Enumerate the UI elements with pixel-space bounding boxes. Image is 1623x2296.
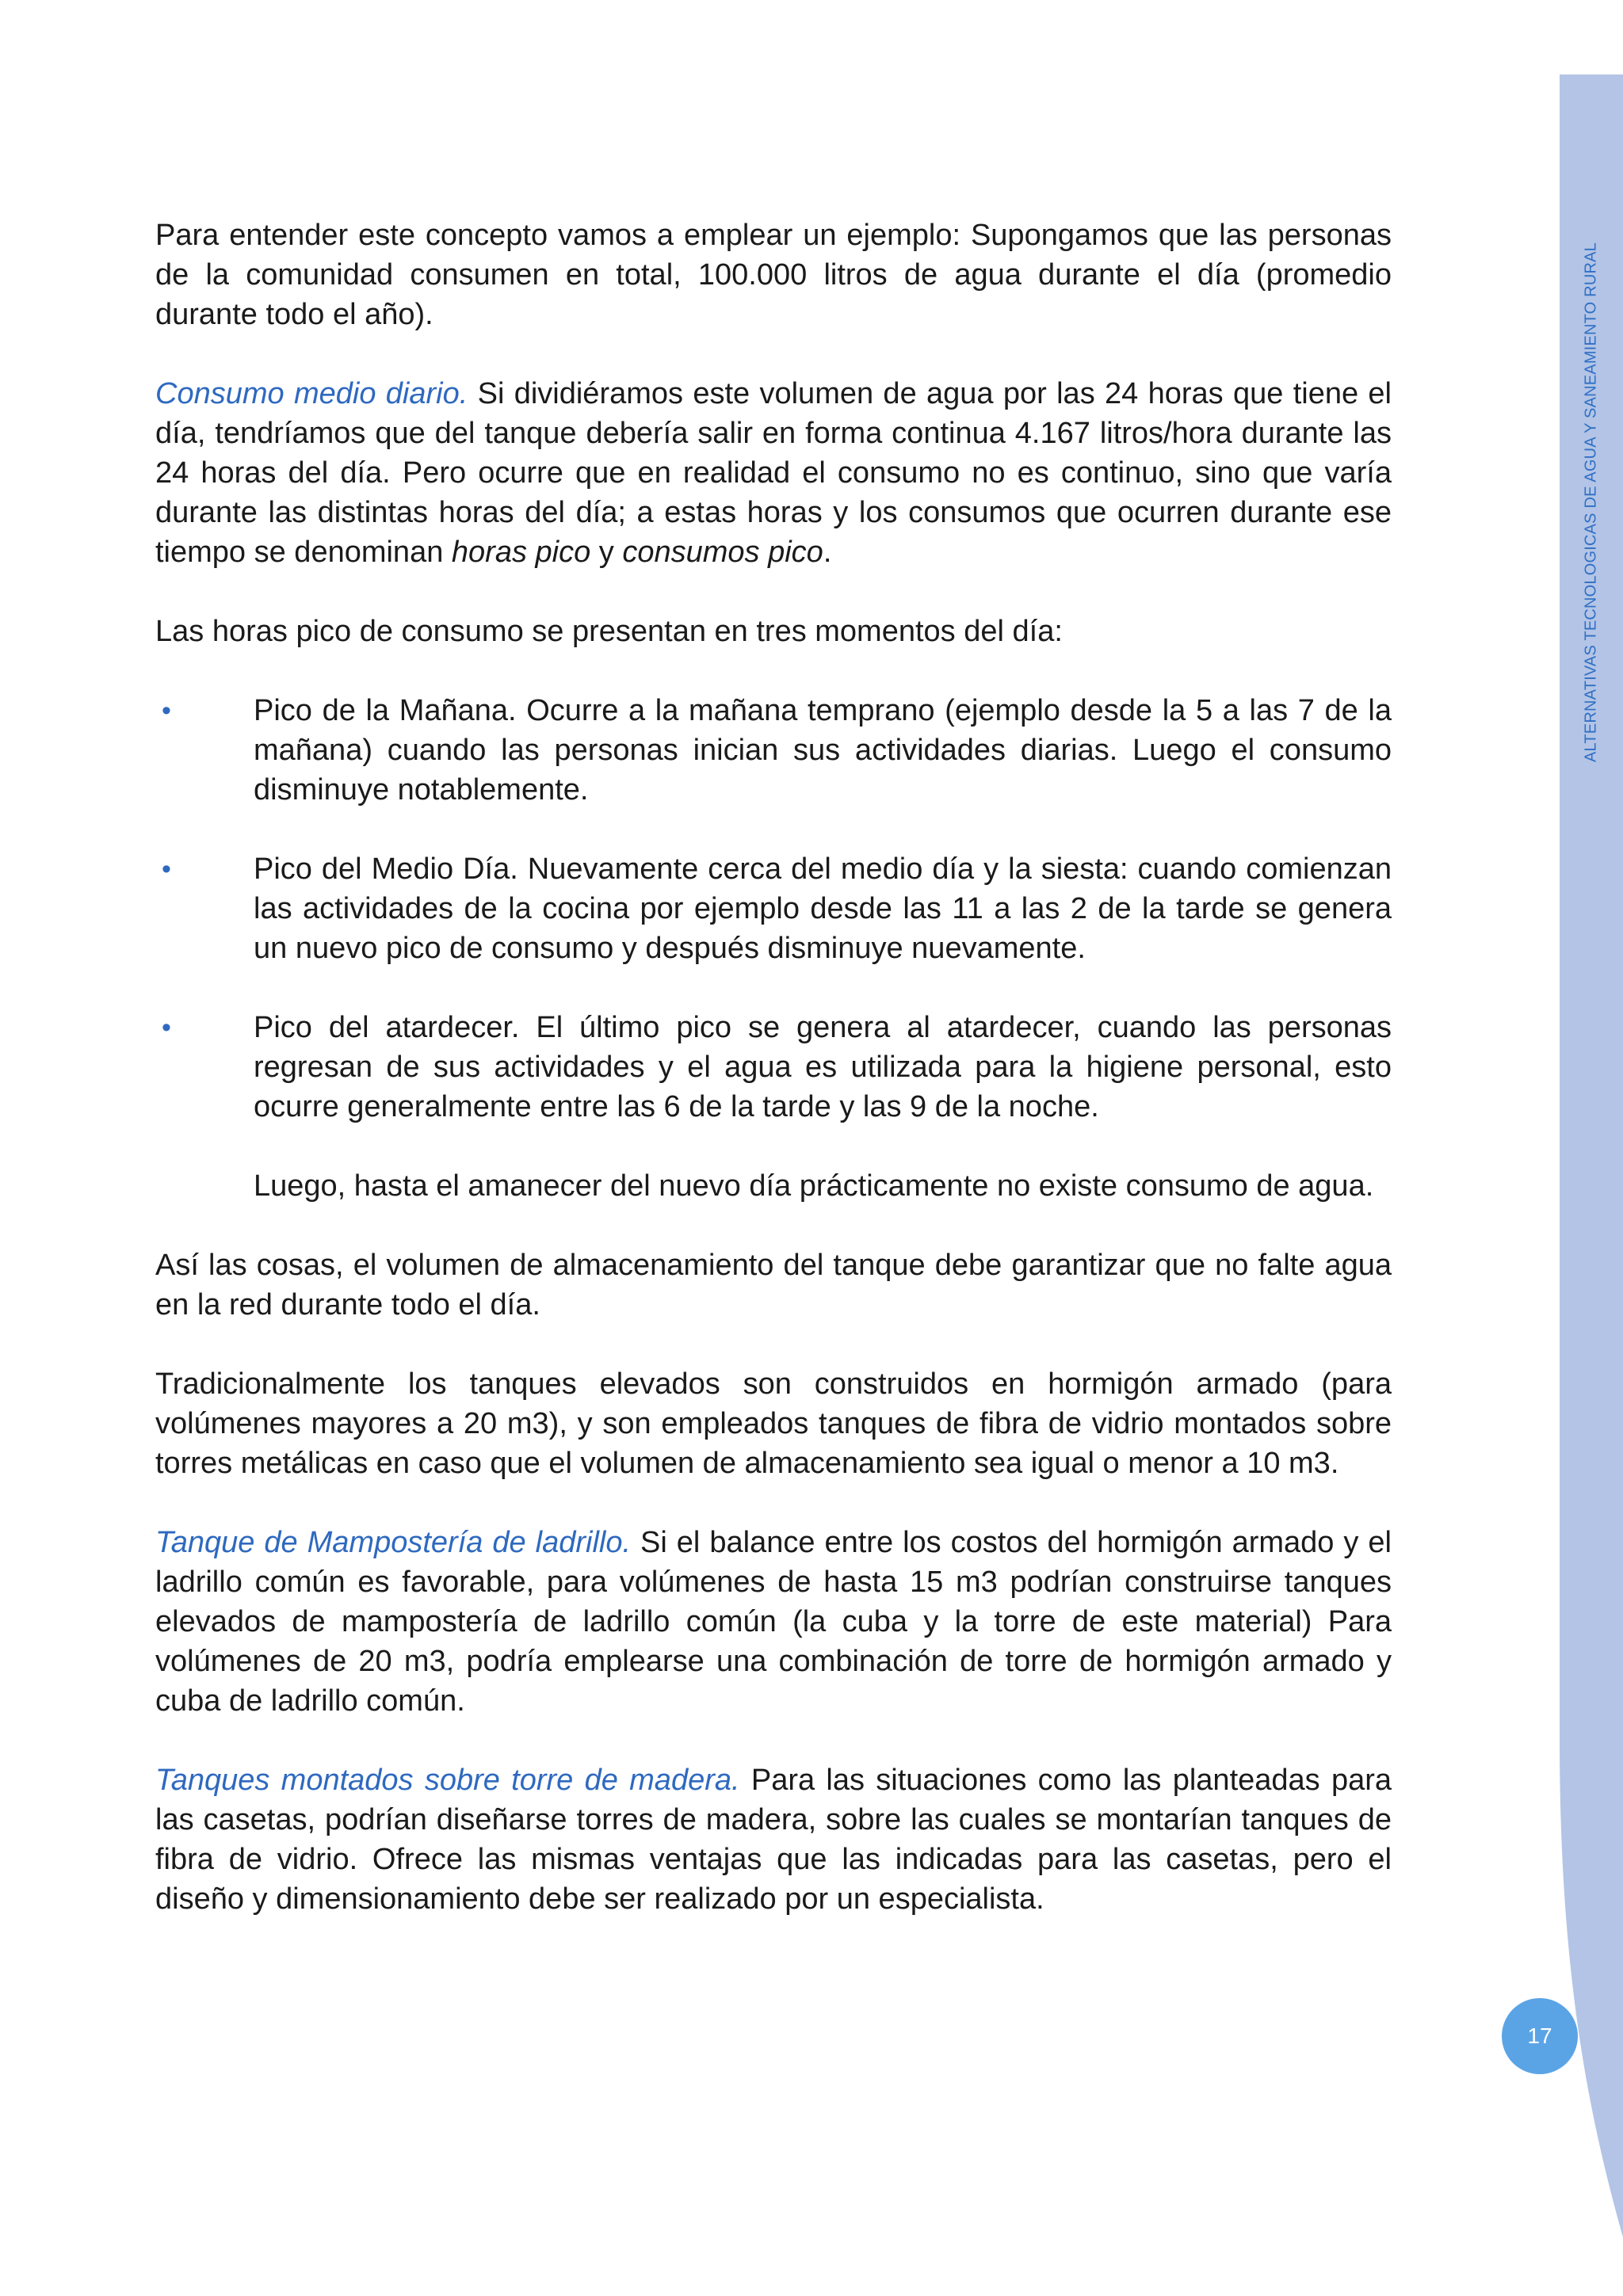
page-number: 17 xyxy=(1502,1998,1578,2074)
heading-mamposteria: Tanque de Mampostería de ladrillo. xyxy=(155,1526,632,1559)
list-item: • Pico del Medio Día. Nuevamente cerca del medio día y la siesta: cuando comienzan las actividades de la cocina por ejemplo desde las 11 a las 2 de la tarde se genera un nuevo pico de consumo y después disminuye nuevamente. xyxy=(155,849,1392,968)
paragraph-consumo-medio: Consumo medio diario. Si dividiéramos este volumen de agua por las 24 horas que tiene el día, tendríamos que del tanque debería salir en forma continua 4.167 litros/hora durante las 24 horas del día. Pero ocurre que en realidad el consumo no es continuo, sino que varía durante las distintas horas del día; a estas horas y los consumos que ocurren durante ese tiempo se denominan horas pico y consumos pico. xyxy=(155,377,1392,569)
paragraph-volumen: Así las cosas, el volumen de almacenamiento del tanque debe garantizar que no falte agua en la red durante todo el día. xyxy=(155,1249,1392,1322)
paragraph-horas-pico: Las horas pico de consumo se presentan en tres momentos del día: xyxy=(155,615,1063,648)
list-item: • Pico de la Mañana. Ocurre a la mañana temprano (ejemplo desde la 5 a las 7 de la mañana) cuando las personas inician sus actividades diarias. Luego el consumo disminuye notablemente. xyxy=(155,691,1392,810)
paragraph-madera: Tanques montados sobre torre de madera. Para las situaciones como las planteadas para las casetas, podrían diseñarse torres de madera, sobre las cuales se montarían tanques de fibra de vidrio. Ofrece las mismas ventajas que las indicadas para las casetas, pero el diseño y dimensionamiento debe ser realizado por un especialista. xyxy=(155,1764,1392,1916)
page-body xyxy=(155,215,1392,1958)
list-item: • Pico del atardecer. El último pico se genera al atardecer, cuando las personas regresan de sus actividades y el agua es utilizada para la higiene personal, esto ocurre generalmente entre las 6 de la tarde y las 9 de la noche. xyxy=(155,1008,1392,1127)
bullet-icon: • xyxy=(162,696,171,726)
paragraph-tradicional: Tradicionalmente los tanques elevados son construidos en hormigón armado (para volúmenes mayores a 20 m3), y son empleados tanques de fibra de vidrio montados sobre torres metálicas en caso que el volumen de almacenamiento sea igual o menor a 10 m3. xyxy=(155,1367,1392,1480)
bullet-icon: • xyxy=(162,1013,171,1043)
bullet-icon: • xyxy=(162,854,171,884)
indent-note: Luego, hasta el amanecer del nuevo día prácticamente no existe consumo de agua. xyxy=(254,1169,1374,1203)
heading-consumo-medio: Consumo medio diario. xyxy=(155,377,468,410)
heading-madera: Tanques montados sobre torre de madera. xyxy=(155,1764,740,1797)
paragraph-mamposteria: Tanque de Mampostería de ladrillo. Si el balance entre los costos del hormigón armado y el ladrillo común es favorable, para volúmenes de hasta 15 m3 podrían construirse tanques elevados de mampostería de ladrillo común (la cuba y la torre de este material) Para volúmenes de 20 m3, podría emplearse una combinación de torre de hormigón armado y cuba de ladrillo común. xyxy=(155,1526,1392,1718)
paragraph-intro: Para entender este concepto vamos a emplear un ejemplo: Supongamos que las personas de la comunidad consumen en total, 100.000 litros de agua durante el día (promedio durante todo el año). xyxy=(155,219,1392,331)
